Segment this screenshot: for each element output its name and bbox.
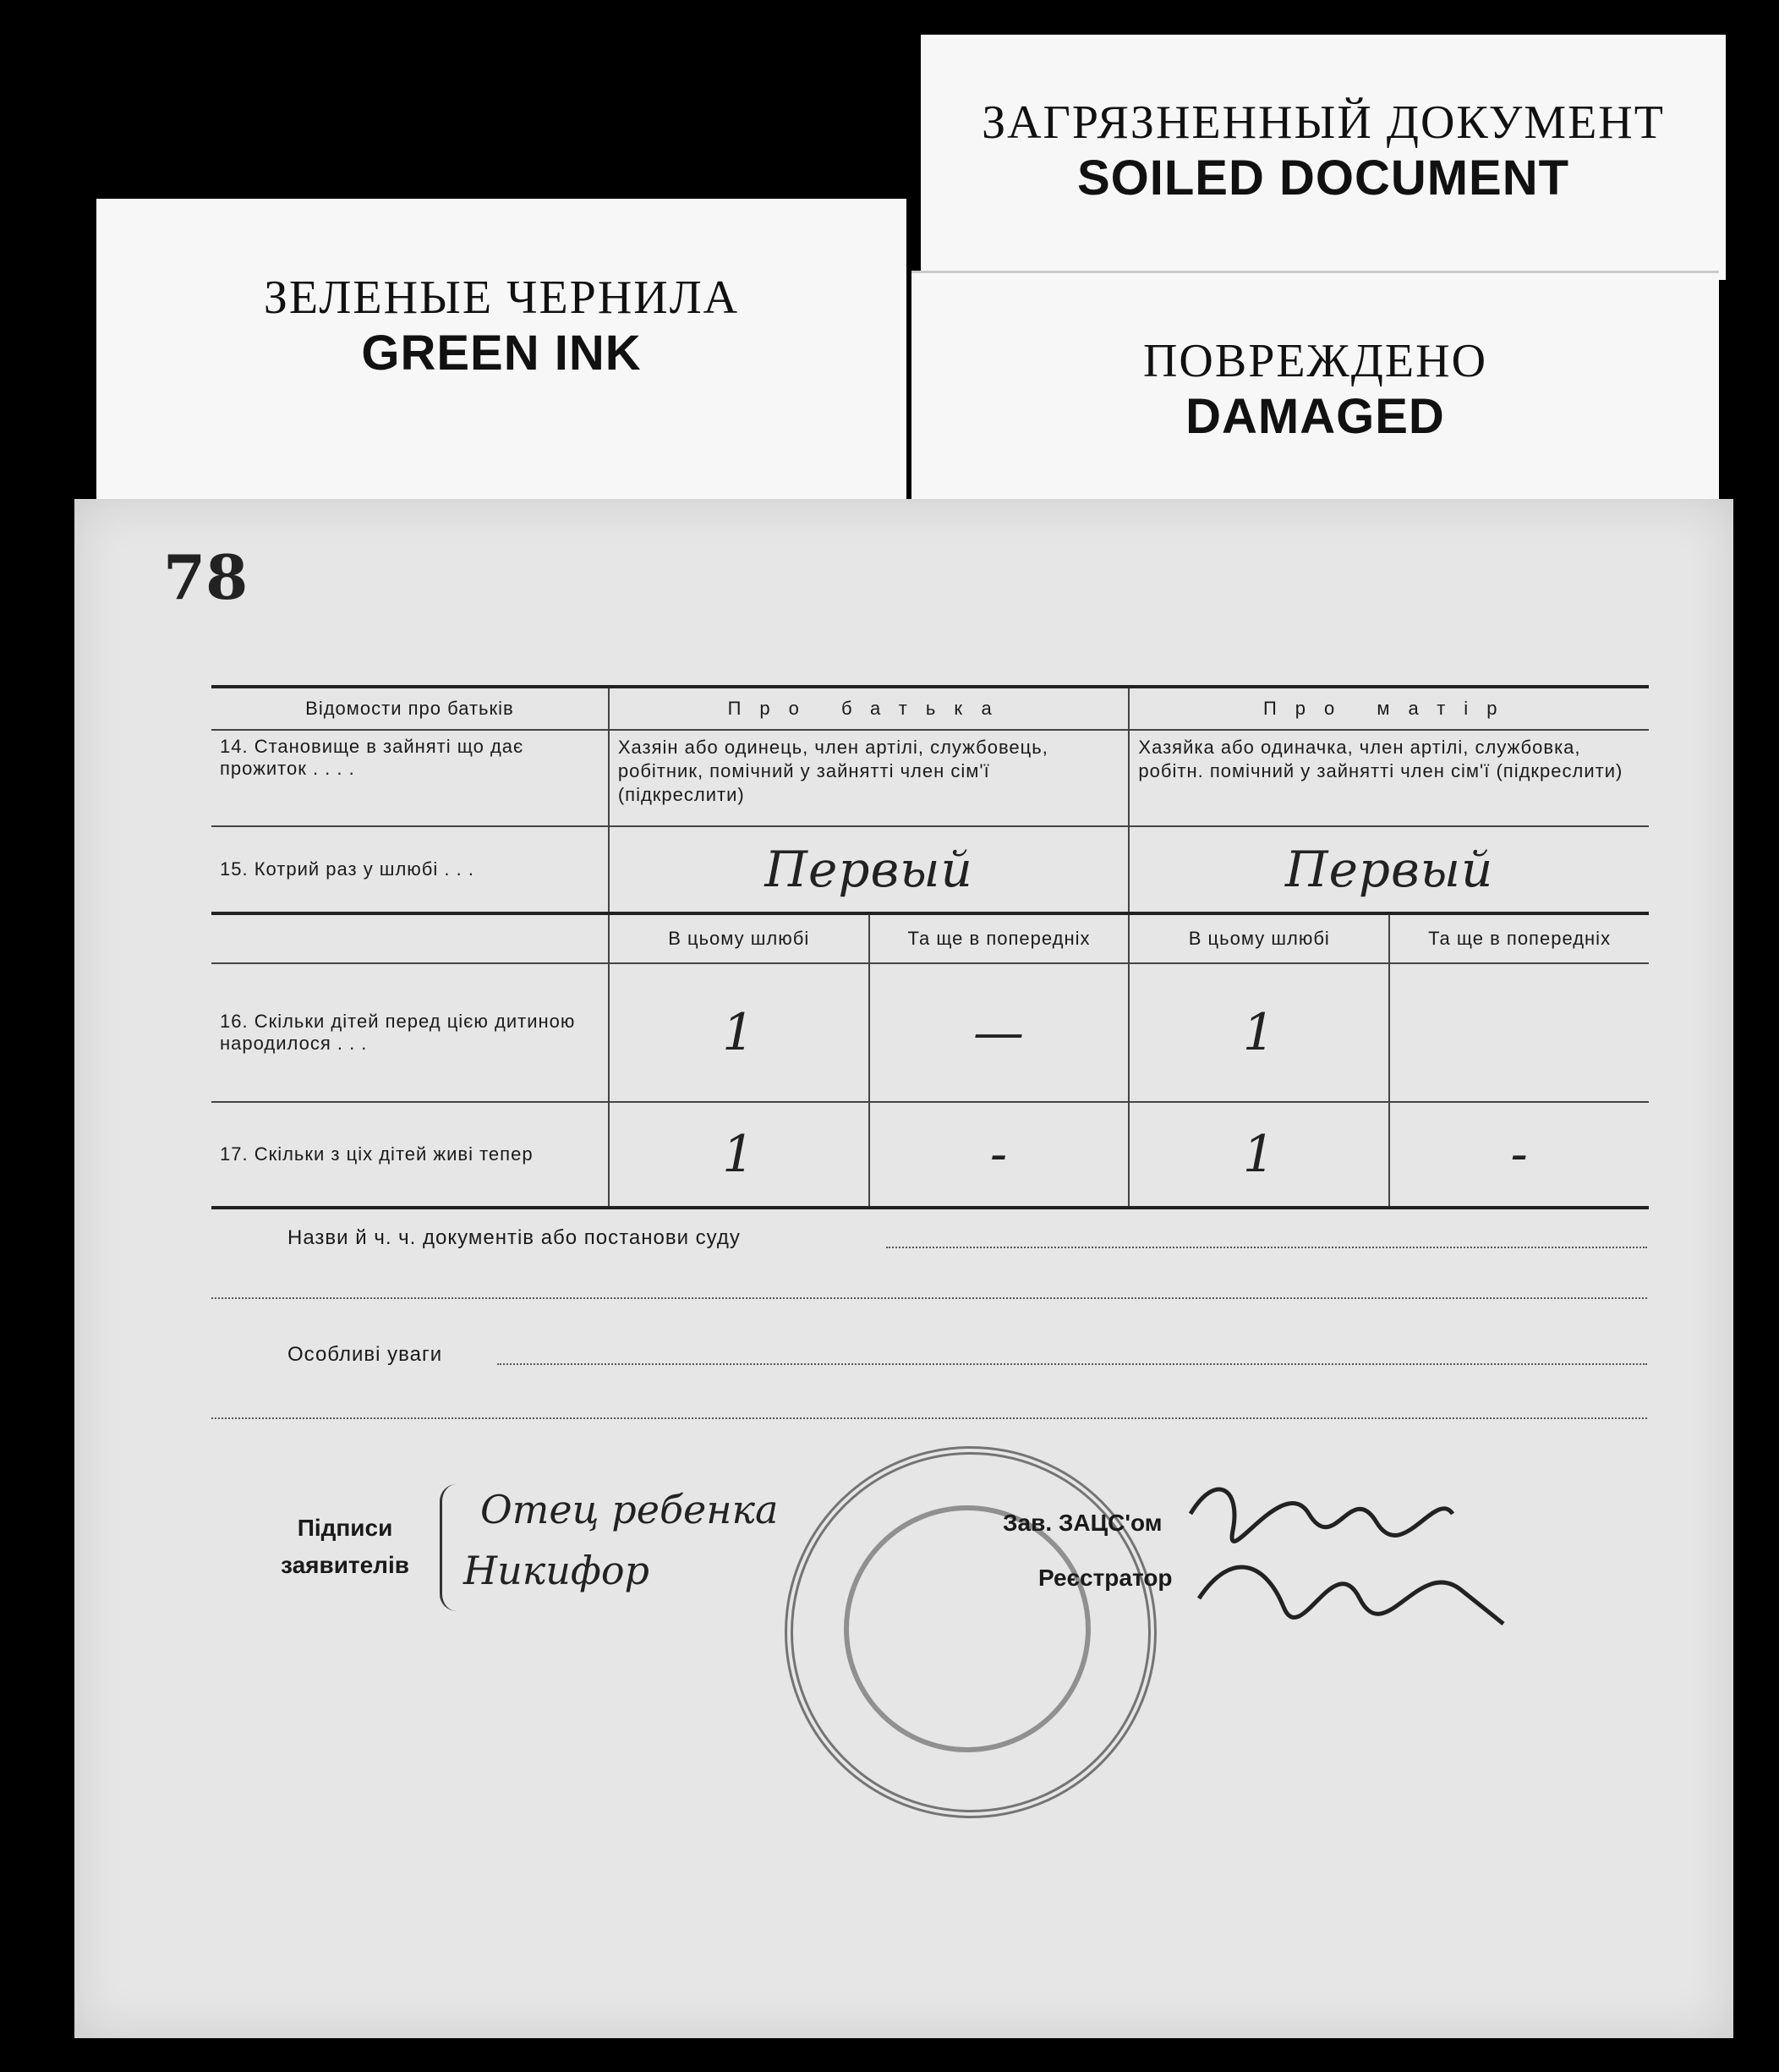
table-header-row — [211, 687, 1649, 730]
green-ink-ru: ЗЕЛЕНЫЕ ЧЕРНИЛА — [263, 271, 740, 324]
soiled-ru: ЗАГРЯЗНЕННЫЙ ДОКУМЕНТ — [982, 96, 1665, 149]
green-ink-label-card — [96, 199, 906, 507]
soiled-label-card — [921, 35, 1726, 280]
question-15: 15. Котрий раз у шлюбі . . . — [211, 826, 609, 913]
documents-field-label: Назви й ч. ч. документів або постанови суду — [287, 1226, 741, 1249]
children-born-father-prev: — — [973, 1003, 1026, 1062]
mother-marriage-count: Первый — [1285, 841, 1494, 898]
question-17: 17. Скільки з ціх дітей живі тепер — [211, 1102, 609, 1208]
green-ink-en: GREEN INK — [361, 326, 642, 381]
table-row-14 — [211, 730, 1649, 826]
documents-dotted-line-2 — [211, 1297, 1647, 1299]
question-16: 16. Скільки дітей перед цією дитиною народилося . . . — [211, 963, 609, 1102]
children-alive-father-this: 1 — [722, 1125, 756, 1184]
table-subheader-row — [211, 913, 1649, 963]
children-born-father-this: 1 — [722, 1003, 756, 1062]
page-number: 78 — [163, 541, 249, 613]
children-alive-mother-prev: - — [1510, 1125, 1529, 1184]
subheader-father-this: В цьому шлюбі — [609, 913, 869, 963]
document-sheet — [74, 499, 1733, 2038]
table-row-15 — [211, 826, 1649, 913]
table-row-17 — [211, 1102, 1649, 1208]
subheader-mother-prev: Та ще в попередніх — [1389, 913, 1649, 963]
table-row-16 — [211, 963, 1649, 1102]
header-father: Про батька — [609, 687, 1130, 730]
official-stamp — [785, 1446, 1157, 1818]
damaged-label-card — [911, 271, 1719, 514]
soiled-en: SOILED DOCUMENT — [1076, 151, 1570, 206]
documents-dotted-line — [886, 1247, 1647, 1248]
head-signature — [1182, 1438, 1537, 1658]
parents-info-table — [211, 685, 1649, 1209]
damaged-en: DAMAGED — [1185, 389, 1445, 444]
applicant-signature-line2: Никифор — [463, 1548, 649, 1593]
header-parents-info: Відомости про батьків — [211, 687, 609, 730]
header-mother: Про матір — [1129, 687, 1649, 730]
father-marriage-count: Первый — [764, 841, 973, 898]
mother-occupation-options: Хазяйка або одиначка, член артілі, службовка, робітн. помічний у зайнятті член сім'ї (підкреслити) — [1129, 730, 1649, 826]
notes-dotted-line-2 — [211, 1417, 1647, 1419]
damaged-ru: ПОВРЕЖДЕНО — [1142, 335, 1488, 387]
notes-dotted-line — [497, 1363, 1647, 1365]
children-alive-father-prev: - — [989, 1125, 1009, 1184]
signatures-label: Підписи заявителів — [281, 1515, 409, 1578]
applicant-signature-line1: Отец ребенка — [480, 1487, 779, 1532]
head-role-label: Зав. ЗАЦС'ом — [1003, 1510, 1163, 1536]
registrar-role-label: Реєстратор — [1038, 1565, 1173, 1591]
children-alive-mother-this: 1 — [1242, 1125, 1276, 1184]
subheader-mother-this: В цьому шлюбі — [1129, 913, 1389, 963]
subheader-father-prev: Та ще в попередніх — [869, 913, 1130, 963]
children-born-mother-this: 1 — [1242, 1003, 1276, 1062]
notes-field-label: Особливі уваги — [287, 1343, 443, 1366]
father-occupation-options: Хазяін або одинець, член артілі, службовець, робітник, помічний у зайнятті член сім'ї (підкреслити) — [609, 730, 1130, 826]
question-14: 14. Становище в зайняті що дає прожиток . . . . — [211, 730, 609, 826]
